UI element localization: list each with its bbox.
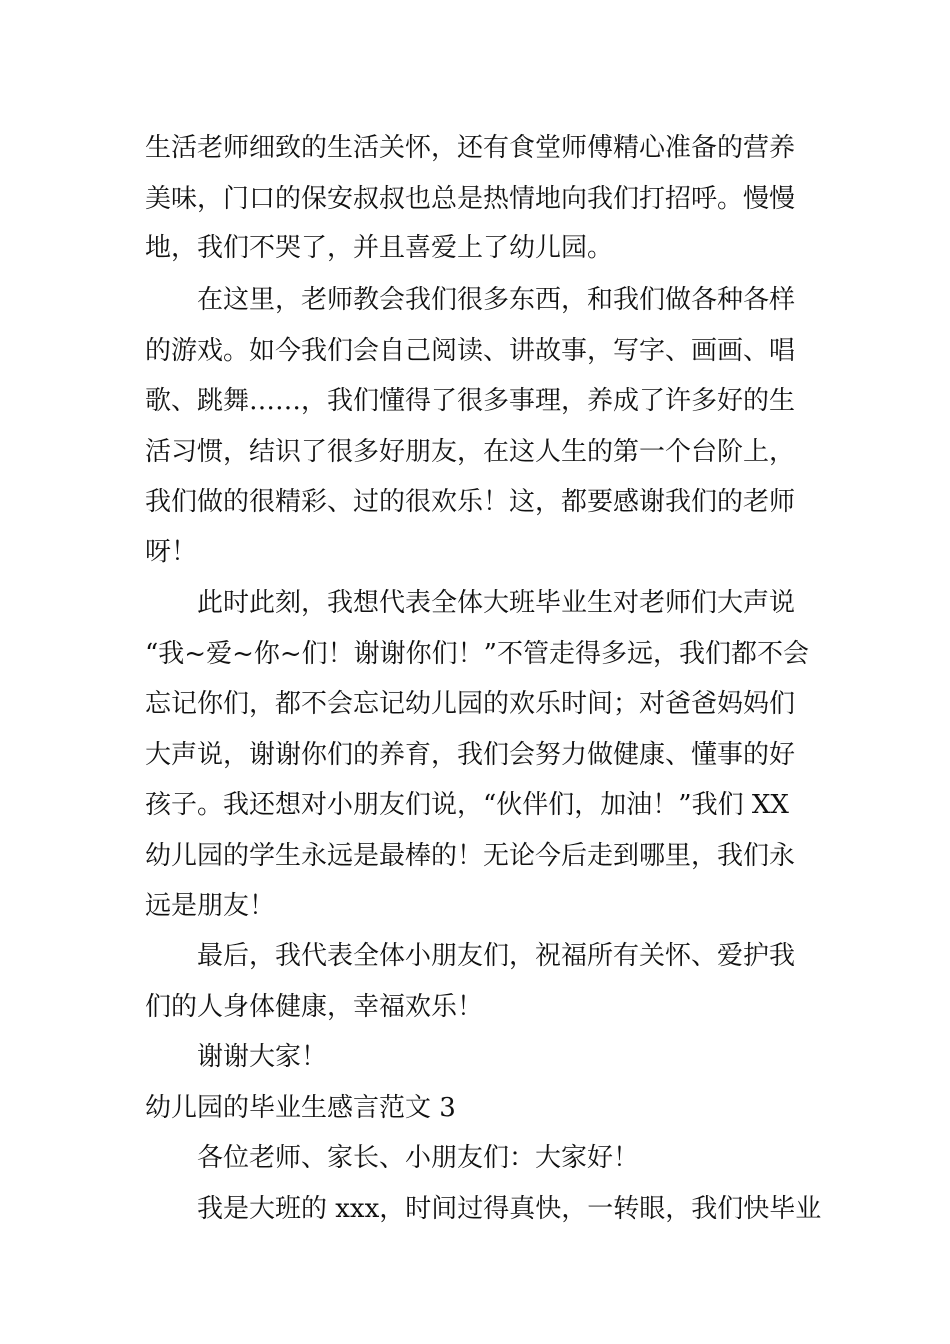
section-heading: 幼儿园的毕业生感言范文 3	[145, 1093, 456, 1123]
text-line: 幼儿园的学生永远是最棒的！无论今后走到哪里，我们永	[145, 841, 796, 871]
text-line: 生活老师细致的生活关怀，还有食堂师傅精心准备的营养	[145, 133, 796, 163]
text-line: 活习惯，结识了很多好朋友，在这人生的第一个台阶上，	[145, 437, 796, 467]
text-line: 远是朋友！	[145, 891, 276, 921]
text-line: 孩子。我还想对小朋友们说，“伙伴们，加油！”我们 XX	[145, 790, 789, 820]
text-line: 忘记你们，都不会忘记幼儿园的欢乐时间；对爸爸妈妈们	[145, 689, 796, 719]
text-line: 大声说，谢谢你们的养育，我们会努力做健康、懂事的好	[145, 740, 796, 770]
text-line: 谢谢大家！	[197, 1042, 328, 1072]
text-line: 最后，我代表全体小朋友们，祝福所有关怀、爱护我	[197, 941, 796, 971]
text-line: 歌、跳舞……，我们懂得了很多事理，养成了许多好的生	[145, 386, 796, 416]
text-line: “我~爱~你~们！谢谢你们！”不管走得多远，我们都不会	[145, 639, 809, 669]
text-line: 我是大班的 xxx，时间过得真快，一转眼，我们快毕业	[197, 1194, 822, 1224]
text-line: 在这里，老师教会我们很多东西，和我们做各种各样	[197, 285, 796, 315]
text-line: 我们做的很精彩、过的很欢乐！这，都要感谢我们的老师	[145, 487, 796, 517]
text-line: 此时此刻，我想代表全体大班毕业生对老师们大声说	[197, 588, 796, 618]
text-line: 呀！	[145, 537, 198, 567]
text-line: 各位老师、家长、小朋友们：大家好！	[197, 1143, 640, 1173]
text-line: 的游戏。如今我们会自己阅读、讲故事，写字、画画、唱	[145, 336, 796, 366]
text-line: 美味，门口的保安叔叔也总是热情地向我们打招呼。慢慢	[145, 184, 796, 214]
text-line: 地，我们不哭了，并且喜爱上了幼儿园。	[145, 233, 614, 263]
text-line: 们的人身体健康，幸福欢乐！	[145, 992, 484, 1022]
